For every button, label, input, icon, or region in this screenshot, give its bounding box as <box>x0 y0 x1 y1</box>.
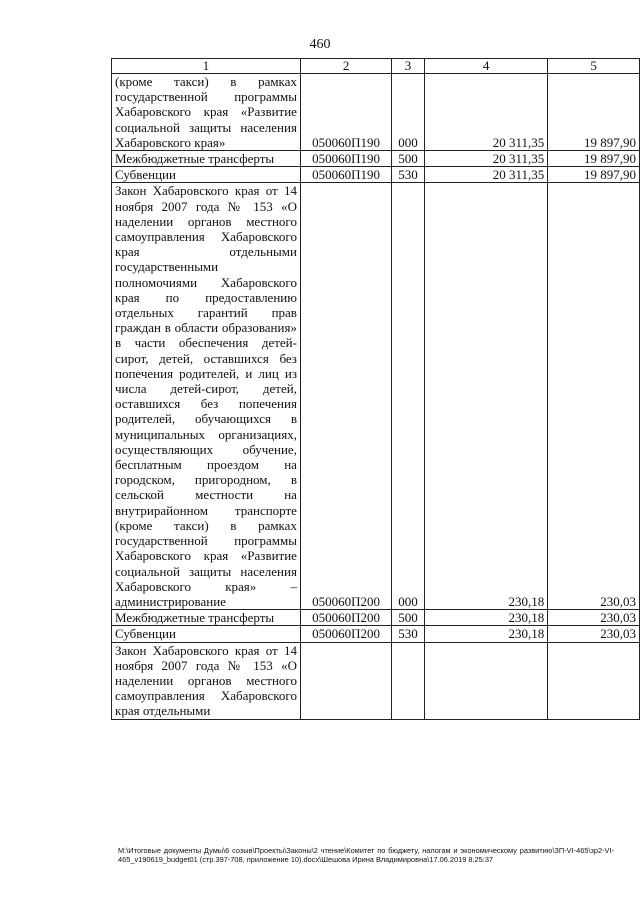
column-header: 5 <box>548 59 640 74</box>
table-row <box>112 167 640 183</box>
row-name: Межбюджетные трансферты <box>112 151 301 167</box>
row-name: Закон Хабаровского края от 14 ноября 2007 года № 153 «О наделении органов местного самоуправления Хабаровского края отдельными <box>112 642 301 719</box>
row-sum-2: 230,03 <box>548 626 640 642</box>
row-name: Закон Хабаровского края от 14 ноября 2007 года № 153 «О наделении органов местного самоуправления Хабаровского края отдельными государственными полномочиями Хабаровского края по предоставлению отдельных гарантий прав граждан в области образования» в части обеспечения детей-сирот, детей, оставшихся без попечения родителей, и лиц из числа детей-сирот, детей, оставшихся без попечения родителей, обучающихся в муниципальных организациях, осуществляющих обучение, бесплатным проездом на городском, пригородном, в сельской местности на внутрирайонном транспорте (кроме такси) в рамках государственной программы Хабаровского края «Развитие социальной защиты населения Хабаровского края» –администрирование <box>112 183 301 610</box>
row-code: 050060П190 <box>300 167 391 183</box>
table-row <box>112 610 640 626</box>
row-kind: 500 <box>392 610 425 626</box>
row-sum-2: 19 897,90 <box>548 167 640 183</box>
row-kind: 500 <box>392 151 425 167</box>
table-row <box>112 151 640 167</box>
column-header: 1 <box>112 59 301 74</box>
table-row <box>112 74 640 151</box>
file-path-footer: М:\Итоговые документы Думы\6 созыв\Проекты\Законы\2 чтение\Комитет по бюджету, налогам и экономическому развитию\ЗП-VI-465\зр2-VI-465_v190619_budget01 (стр.397-708, приложение 10).docx\Шешова Ирина Владимировна\17.06.2019 8:25:37 <box>118 846 614 864</box>
row-sum-1 <box>424 642 547 719</box>
row-code: 050060П190 <box>300 74 391 151</box>
column-header: 3 <box>392 59 425 74</box>
row-kind <box>392 642 425 719</box>
row-kind: 530 <box>392 626 425 642</box>
row-name: (кроме такси) в рамках государственной программы Хабаровского края «Развитие социальной защиты населения Хабаровского края» <box>112 74 301 151</box>
table-row <box>112 626 640 642</box>
row-sum-2: 19 897,90 <box>548 151 640 167</box>
row-sum-2 <box>548 642 640 719</box>
row-kind: 000 <box>392 183 425 610</box>
row-code: 050060П200 <box>300 610 391 626</box>
row-sum-1: 20 311,35 <box>424 74 547 151</box>
row-kind: 000 <box>392 74 425 151</box>
row-sum-1: 20 311,35 <box>424 151 547 167</box>
row-name: Субвенции <box>112 167 301 183</box>
row-code: 050060П190 <box>300 151 391 167</box>
column-header: 4 <box>424 59 547 74</box>
row-sum-2: 230,03 <box>548 183 640 610</box>
row-sum-2: 19 897,90 <box>548 74 640 151</box>
row-name: Субвенции <box>112 626 301 642</box>
row-sum-2: 230,03 <box>548 610 640 626</box>
table-header-row <box>112 59 640 74</box>
table-row <box>112 183 640 610</box>
row-code: 050060П200 <box>300 626 391 642</box>
page-number: 460 <box>309 37 331 52</box>
row-sum-1: 20 311,35 <box>424 167 547 183</box>
table-row <box>112 642 640 719</box>
column-header: 2 <box>300 59 391 74</box>
row-code <box>300 642 391 719</box>
budget-table <box>111 58 640 720</box>
row-name: Межбюджетные трансферты <box>112 610 301 626</box>
row-sum-1: 230,18 <box>424 626 547 642</box>
row-code: 050060П200 <box>300 183 391 610</box>
row-sum-1: 230,18 <box>424 610 547 626</box>
row-sum-1: 230,18 <box>424 183 547 610</box>
row-kind: 530 <box>392 167 425 183</box>
